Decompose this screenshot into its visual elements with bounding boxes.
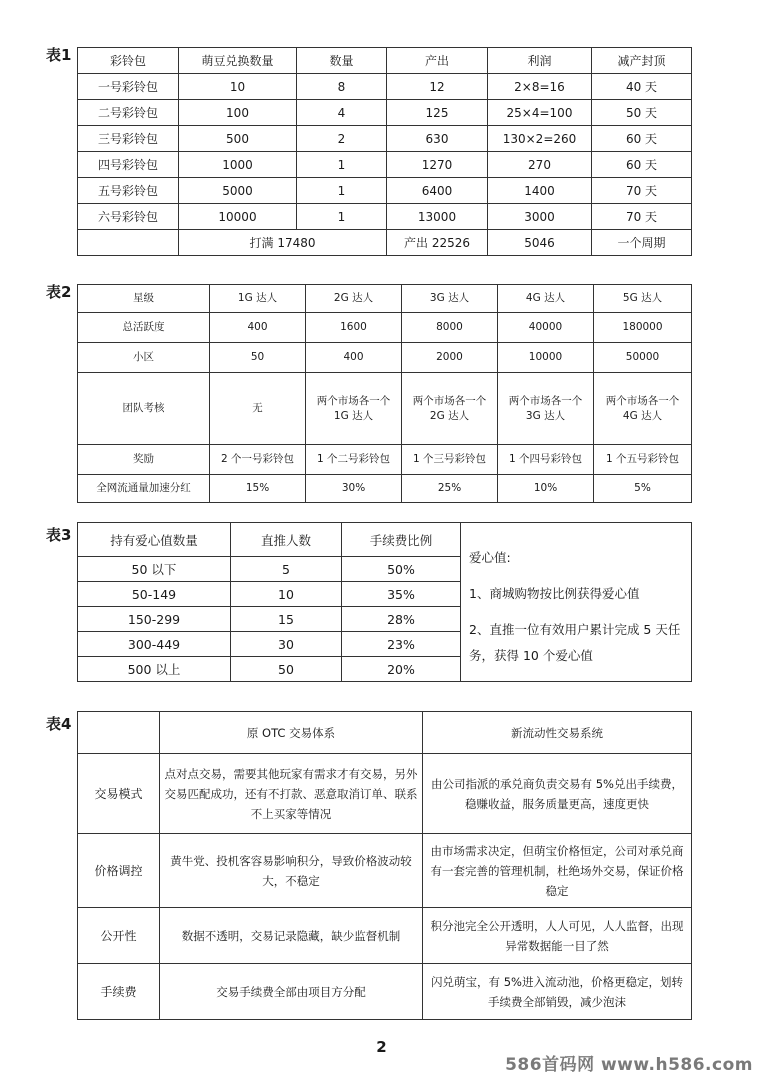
table3 <box>77 522 692 682</box>
cell: 100 <box>179 100 297 126</box>
cell: 五号彩铃包 <box>78 178 179 204</box>
cell: 130×2=260 <box>488 126 592 152</box>
header-cell: 4G 达人 <box>498 285 594 313</box>
cell: 20% <box>342 657 461 682</box>
table-row <box>78 475 692 503</box>
table-row <box>78 373 692 445</box>
cell: 5% <box>594 475 692 503</box>
cell: 1 <box>297 204 387 230</box>
table-row <box>78 74 692 100</box>
cell: 一号彩铃包 <box>78 74 179 100</box>
cell: 40000 <box>498 313 594 343</box>
table-row <box>78 964 692 1020</box>
cell: 630 <box>387 126 488 152</box>
cell: 23% <box>342 632 461 657</box>
header-cell: 产出 <box>387 48 488 74</box>
cell: 1000 <box>179 152 297 178</box>
cell: 2 个一号彩铃包 <box>210 445 306 475</box>
cell: 8000 <box>402 313 498 343</box>
cell: 40 天 <box>592 74 692 100</box>
cell: 三号彩铃包 <box>78 126 179 152</box>
cell: 2×8=16 <box>488 74 592 100</box>
row-head-cell: 公开性 <box>78 908 160 964</box>
table-row <box>78 313 692 343</box>
cell: 1 个五号彩铃包 <box>594 445 692 475</box>
header-cell: 新流动性交易系统 <box>423 712 692 754</box>
cell: 2000 <box>402 343 498 373</box>
table-row <box>78 100 692 126</box>
header-cell <box>78 712 160 754</box>
cell: 300-449 <box>78 632 231 657</box>
cell: 50 <box>231 657 342 682</box>
cell: 两个市场各一个 2G 达人 <box>402 373 498 445</box>
cell: 10000 <box>179 204 297 230</box>
header-cell: 1G 达人 <box>210 285 306 313</box>
header-cell: 萌豆兑换数量 <box>179 48 297 74</box>
cell: 10 <box>231 582 342 607</box>
table-row <box>78 754 692 834</box>
header-cell: 持有爱心值数量 <box>78 523 231 557</box>
row-head-cell: 价格调控 <box>78 834 160 908</box>
cell: 4 <box>297 100 387 126</box>
row-head-cell: 总活跃度 <box>78 313 210 343</box>
row-head-cell: 团队考核 <box>78 373 210 445</box>
total-output-cell: 产出 22526 <box>387 230 488 256</box>
row-head-cell: 交易模式 <box>78 754 160 834</box>
table2 <box>77 284 692 503</box>
cell: 点对点交易，需要其他玩家有需求才有交易，另外交易匹配成功，还有不打款、恶意取消订单、联系不上买家等情况 <box>160 754 423 834</box>
cell: 50 天 <box>592 100 692 126</box>
cell: 500 <box>179 126 297 152</box>
cell: 两个市场各一个 3G 达人 <box>498 373 594 445</box>
cell: 2 <box>297 126 387 152</box>
table1 <box>77 47 692 256</box>
cell: 1 个三号彩铃包 <box>402 445 498 475</box>
cell: 270 <box>488 152 592 178</box>
cell: 5000 <box>179 178 297 204</box>
cell: 1400 <box>488 178 592 204</box>
total-profit-cell: 5046 <box>488 230 592 256</box>
header-cell: 利润 <box>488 48 592 74</box>
cell: 交易手续费全部由项目方分配 <box>160 964 423 1020</box>
table-row <box>78 204 692 230</box>
cell: 12 <box>387 74 488 100</box>
cell: 30 <box>231 632 342 657</box>
header-cell: 5G 达人 <box>594 285 692 313</box>
cell: 积分池完全公开透明，人人可见，人人监督，出现异常数据能一目了然 <box>423 908 692 964</box>
cell: 四号彩铃包 <box>78 152 179 178</box>
row-head-cell: 手续费 <box>78 964 160 1020</box>
cell: 15 <box>231 607 342 632</box>
cell: 6400 <box>387 178 488 204</box>
cell: 60 天 <box>592 152 692 178</box>
table-row <box>78 834 692 908</box>
cell: 1 <box>297 152 387 178</box>
cell: 50-149 <box>78 582 231 607</box>
cell: 六号彩铃包 <box>78 204 179 230</box>
cell: 3000 <box>488 204 592 230</box>
cell: 70 天 <box>592 204 692 230</box>
cell: 400 <box>210 313 306 343</box>
cell: 25×4=100 <box>488 100 592 126</box>
page-number: 2 <box>376 1038 387 1056</box>
cell: 二号彩铃包 <box>78 100 179 126</box>
note-item-1: 1、商城购物按比例获得爱心值 <box>469 586 640 601</box>
cell: 150-299 <box>78 607 231 632</box>
cell: 70 天 <box>592 178 692 204</box>
cell: 15% <box>210 475 306 503</box>
period-cell: 一个周期 <box>592 230 692 256</box>
cell: 10000 <box>498 343 594 373</box>
header-cell: 2G 达人 <box>306 285 402 313</box>
table-header-row <box>78 48 692 74</box>
table3-label: 表3 <box>46 526 72 544</box>
cell: 13000 <box>387 204 488 230</box>
table4 <box>77 711 692 1020</box>
note-item-2: 2、直推一位有效用户累计完成 5 天任务，获得 10 个爱心值 <box>469 622 681 663</box>
header-cell: 原 OTC 交易体系 <box>160 712 423 754</box>
cell: 8 <box>297 74 387 100</box>
cell: 50 <box>210 343 306 373</box>
cell: 500 以上 <box>78 657 231 682</box>
table-row <box>78 343 692 373</box>
cell: 10 <box>179 74 297 100</box>
totals-row <box>78 230 692 256</box>
cell: 无 <box>210 373 306 445</box>
row-head-cell: 小区 <box>78 343 210 373</box>
cell: 125 <box>387 100 488 126</box>
cell: 由公司指派的承兑商负责交易有 5%兑出手续费，稳赚收益，服务质量更高，速度更快 <box>423 754 692 834</box>
header-cell: 彩铃包 <box>78 48 179 74</box>
table-header-row <box>78 523 692 557</box>
table1-label: 表1 <box>46 46 72 64</box>
cell: 两个市场各一个 1G 达人 <box>306 373 402 445</box>
table-row <box>78 445 692 475</box>
header-cell: 3G 达人 <box>402 285 498 313</box>
total-full-cell: 打满 17480 <box>179 230 387 256</box>
table-row <box>78 152 692 178</box>
cell: 5 <box>231 557 342 582</box>
cell: 数据不透明，交易记录隐藏，缺少监督机制 <box>160 908 423 964</box>
cell: 两个市场各一个 4G 达人 <box>594 373 692 445</box>
cell <box>78 230 179 256</box>
cell: 60 天 <box>592 126 692 152</box>
cell: 50 以下 <box>78 557 231 582</box>
cell: 10% <box>498 475 594 503</box>
cell: 闪兑萌宝，有 5%进入流动池，价格更稳定，划转手续费全部销毁，减少泡沫 <box>423 964 692 1020</box>
cell: 180000 <box>594 313 692 343</box>
header-cell: 数量 <box>297 48 387 74</box>
cell: 28% <box>342 607 461 632</box>
table2-label: 表2 <box>46 283 72 301</box>
row-head-cell: 奖励 <box>78 445 210 475</box>
watermark: 586首码网 www.h586.com <box>505 1055 753 1075</box>
table-row <box>78 126 692 152</box>
header-cell: 减产封顶 <box>592 48 692 74</box>
cell: 1 个二号彩铃包 <box>306 445 402 475</box>
header-cell: 星级 <box>78 285 210 313</box>
table-header-row <box>78 712 692 754</box>
row-head-cell: 全网流通量加速分红 <box>78 475 210 503</box>
cell: 35% <box>342 582 461 607</box>
table-row <box>78 908 692 964</box>
cell: 25% <box>402 475 498 503</box>
cell: 400 <box>306 343 402 373</box>
cell: 由市场需求决定，但萌宝价格恒定，公司对承兑商有一套完善的管理机制，杜绝场外交易，保证价格稳定 <box>423 834 692 908</box>
cell: 1 <box>297 178 387 204</box>
table4-label: 表4 <box>46 715 72 733</box>
table-header-row <box>78 285 692 313</box>
cell: 1270 <box>387 152 488 178</box>
note-title: 爱心值: <box>469 550 511 565</box>
header-cell: 直推人数 <box>231 523 342 557</box>
table-row <box>78 178 692 204</box>
cell: 1600 <box>306 313 402 343</box>
cell: 50000 <box>594 343 692 373</box>
love-value-note <box>461 523 692 682</box>
cell: 1 个四号彩铃包 <box>498 445 594 475</box>
cell: 黄牛党、投机客容易影响积分，导致价格波动较大，不稳定 <box>160 834 423 908</box>
cell: 30% <box>306 475 402 503</box>
header-cell: 手续费比例 <box>342 523 461 557</box>
cell: 50% <box>342 557 461 582</box>
